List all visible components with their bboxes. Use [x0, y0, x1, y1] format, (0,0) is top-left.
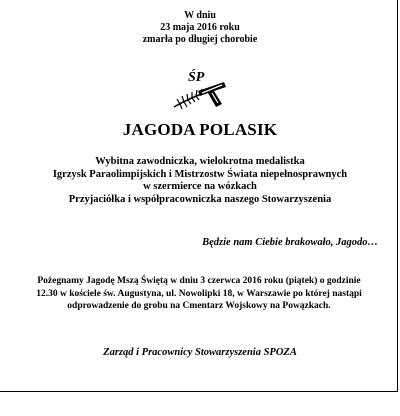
signature: Zarząd i Pracownicy Stowarzyszenia SPOZA — [103, 347, 297, 358]
farewell-quote: Będzie nam Ciebie brakowało, Jagodo… — [202, 237, 378, 248]
funeral-line-3: odprowadzenie do grobu na Cmentarz Wojskowy na Powązkach. — [67, 301, 331, 312]
deceased-name: JAGODA POLASIK — [122, 120, 278, 139]
intro-line-2: 23 maja 2016 roku — [160, 22, 240, 33]
intro-line-3: zmarła po długiej chorobie — [142, 34, 258, 45]
funeral-line-2: 12.30 w kościele św. Augustyna, ul. Nowolipki 18, w Warszawie po której nastąpi — [36, 288, 362, 299]
description-line-2: Igrzysk Paraolimpijskich i Mistrzostw Świata niepełnosprawnych — [52, 168, 348, 180]
sp-abbreviation: ŚP — [188, 70, 205, 85]
cross-icon — [198, 82, 226, 107]
description-block — [0, 156, 400, 206]
intro-line-1: W dniu — [184, 10, 216, 21]
death-date-block — [0, 10, 400, 46]
description-line-3: w szermierce na wózkach — [143, 181, 257, 193]
funeral-details — [14, 275, 384, 313]
description-line-1: Wybitna zawodniczka, wielokrotna medalistka — [95, 156, 305, 167]
memorial-symbol-svg — [168, 66, 238, 112]
funeral-line-1: Pożegnamy Jagodę Mszą Świętą w dniu 3 czerwca 2016 roku (piątek) o godzinie — [37, 276, 361, 286]
cross-with-palm-branch-icon — [168, 66, 238, 112]
description-line-4: Przyjaciółka i współpracowniczka naszego Stowarzyszenia — [68, 193, 332, 205]
